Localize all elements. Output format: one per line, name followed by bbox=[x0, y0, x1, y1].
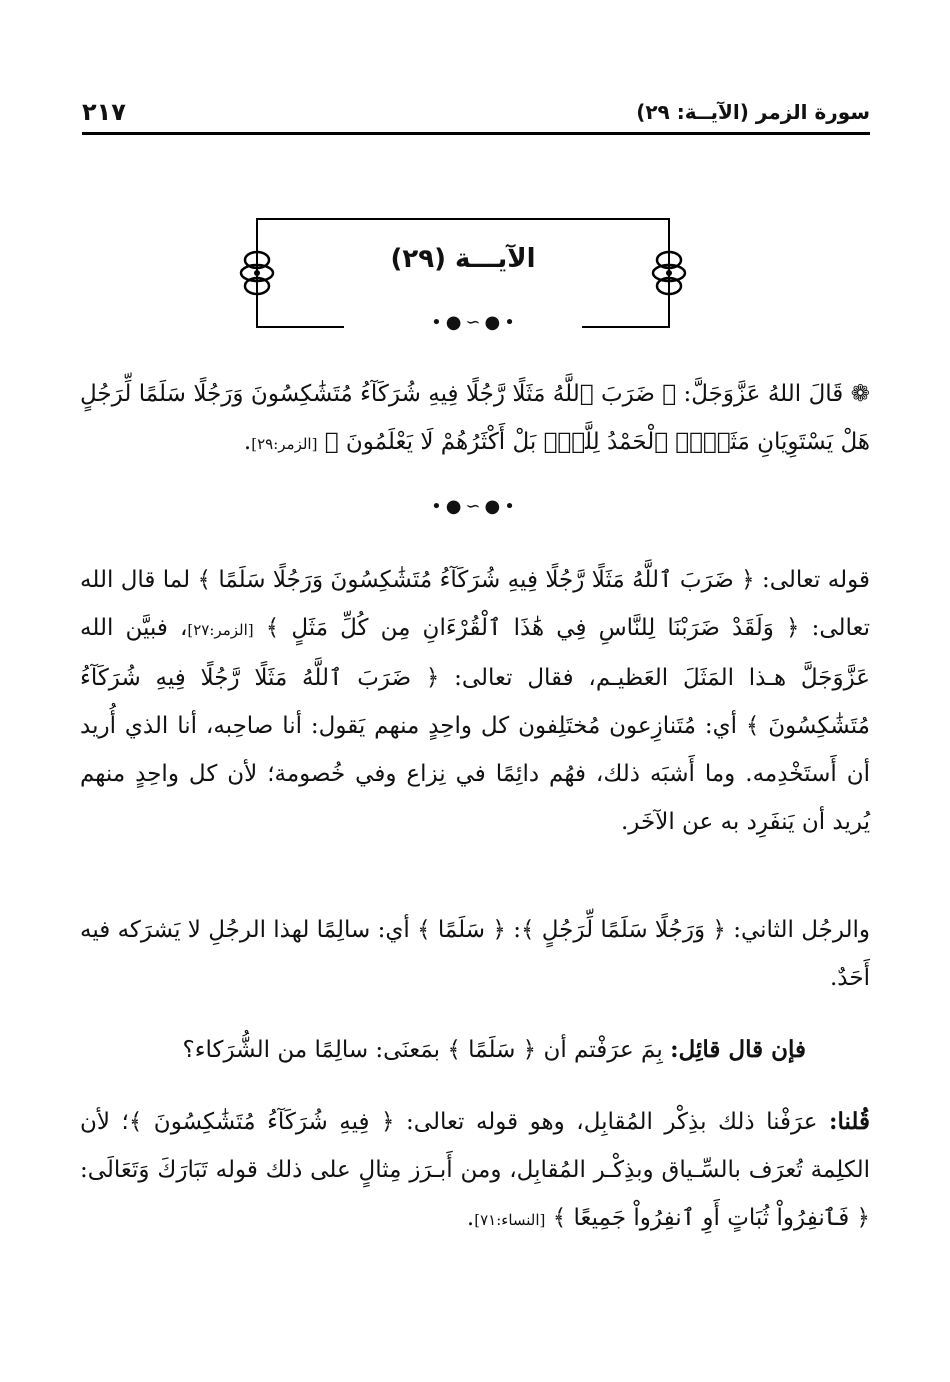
answer-label: قُلنا: bbox=[828, 1108, 871, 1135]
text-segment: لما قال الله تعالى: bbox=[80, 567, 871, 641]
verse-intro: قَالَ اللهُ عَزَّوَجَلَّ: bbox=[683, 381, 844, 407]
quran-quote: ﴿ سَلَمًا ﴾ bbox=[447, 1037, 537, 1063]
paragraph-3 bbox=[80, 1026, 870, 1074]
verse-title: الآيـــة (٢٩) bbox=[390, 244, 536, 274]
text-segment: بِمَ عرَفْتم أن bbox=[543, 1037, 663, 1063]
running-header: سورة الزمر (الآيــة: ٢٩) bbox=[636, 100, 870, 124]
quran-quote: ﴿ وَلَقَدْ ضَرَبْنَا لِلنَّاسِ فِي هَٰذَا ٱلْقُرْءَانِ مِن كُلِّ مَثَلٍ ﴾ bbox=[265, 615, 800, 641]
verse-end: . bbox=[243, 429, 252, 455]
text-segment: أي: مُتَنازِعون مُختَلِفون كل واحِدٍ منهم يَقول: أنا صاحِبه، أنا الذي أُريد أن أَستَخْدِمه. وما أَشبَه ذلك، فهُم دائِمًا في نِزاع وفي خُصومة؛ لأن كل واحِدٍ منهم يُريد أن يَنفَرِد به عن الآخَر. bbox=[80, 713, 870, 835]
text-segment: أي: سالِمًا لهذا الرجُلِ لا يَشرَكه فيه أَحَدٌ. bbox=[80, 917, 870, 991]
text-segment: عرَفْنا ذلك بذِكْر المُقابِل، وهو قوله تعالى: bbox=[406, 1109, 818, 1135]
quran-quote: ﴿ وَرَجُلًا سَلَمًا لِّرَجُلٍ ﴾ bbox=[520, 917, 726, 943]
quran-quote: ﴿ فَٱنفِرُواْ ثُبَاتٍ أَوِ ٱنفِرُواْ جَمِيعًا ﴾ bbox=[552, 1205, 870, 1231]
paragraph-1 bbox=[80, 556, 870, 846]
paragraph-4 bbox=[80, 1098, 870, 1244]
verse-reference: [الزمر:٢٧] bbox=[187, 621, 254, 639]
quran-quote: ﴿ سَلَمًا ﴾ bbox=[417, 917, 506, 943]
section-divider: •●∽●• bbox=[431, 496, 519, 517]
quran-verse: ﴿ ضَرَبَ ٱللَّهُ مَثَلًا رَّجُلًا فِيهِ شُرَكَآءُ مُتَشَٰكِسُونَ وَرَجُلًا سَلَمًا لِّرَجُلٍ هَلْ يَسْتَوِيَانِ مَثَلًاۚ ٱلْحَمْدُ لِلَّهِۚ بَلْ أَكْثَرُهُمْ لَا يَعْلَمُونَ ﴾ bbox=[80, 381, 870, 455]
text-segment: ، فبيَّن الله عَزَّوَجَلَّ هـذا المَثَلَ العَظيـم، فقال تعالى: bbox=[80, 615, 870, 691]
verse-reference: [النساء:٧١] bbox=[474, 1211, 546, 1229]
left-ornament-icon bbox=[237, 238, 277, 308]
question-label: فإن قال قائِل: bbox=[670, 1036, 806, 1063]
page-number: ٢١٧ bbox=[82, 98, 126, 126]
verse-block bbox=[80, 370, 870, 468]
quran-quote: ﴿ ضَرَبَ ٱللَّهُ مَثَلًا رَّجُلًا فِيهِ شُرَكَآءُ مُتَشَٰكِسُونَ ﴾ bbox=[80, 665, 871, 739]
verse-reference: [الزمر:٢٩] bbox=[251, 435, 318, 453]
quran-quote: ﴿ فِيهِ شُرَكَآءُ مُتَشَٰكِسُونَ ﴾ bbox=[128, 1109, 395, 1135]
text-segment: قوله تعالى: bbox=[761, 567, 871, 593]
text-segment: بمَعنَى: سالِمًا من الشُّرَكاء؟ bbox=[182, 1037, 441, 1063]
text-segment: والرجُل الثاني: bbox=[733, 917, 871, 943]
title-divider: •●∽●• bbox=[431, 312, 519, 333]
quran-quote: ﴿ ضَرَبَ ٱللَّهُ مَثَلًا رَّجُلًا فِيهِ شُرَكَآءُ مُتَشَٰكِسُونَ وَرَجُلًا سَلَمًا ﴾ bbox=[197, 567, 755, 593]
text-segment: : bbox=[513, 917, 521, 943]
page-header bbox=[82, 98, 870, 135]
text-segment: . bbox=[466, 1205, 475, 1231]
text-segment: ؛ لأن الكلِمة تُعرَف بالسِّـياق وبذِكْـر المُقابِل، ومن أَبـرَز مِثالٍ على ذلك قوله تَبَارَكَ وَتَعَالَى: bbox=[80, 1109, 870, 1183]
right-ornament-icon bbox=[649, 238, 689, 308]
paragraph-2 bbox=[80, 906, 870, 1002]
flower-marker-icon: ❁ bbox=[850, 381, 870, 407]
